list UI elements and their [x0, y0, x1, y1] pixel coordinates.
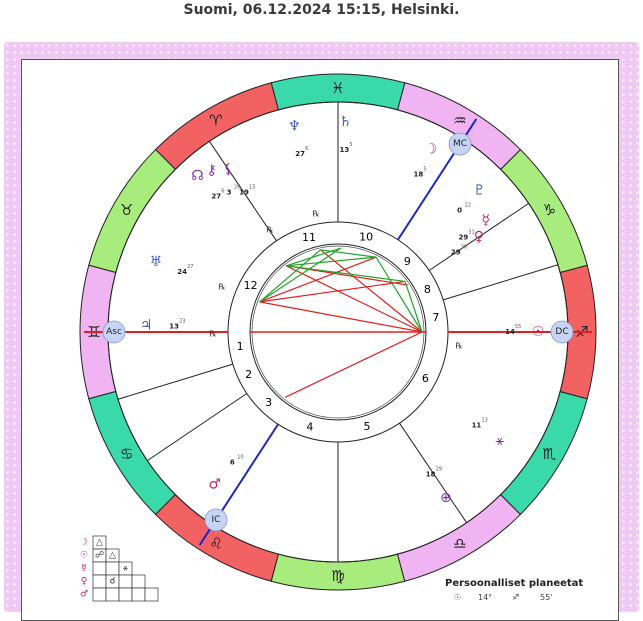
aspect-grid-cell-5-4 [132, 588, 145, 601]
planet-moon-icon: ☽ [424, 141, 438, 158]
planet-neptune-degree: 27 [295, 149, 306, 158]
planet-mars-minutes: 10 [237, 454, 244, 461]
house-number-7: 7 [432, 310, 440, 324]
legend-sun-deg: 14° [478, 593, 493, 602]
retrograde-mark-4: ℞ [266, 225, 274, 235]
house-number-6: 6 [421, 371, 429, 385]
zodiac-glyph-aries: ♈ [209, 111, 223, 130]
angle-ic-label: IC [211, 514, 221, 525]
aspect-grid-cell-4-4 [132, 575, 145, 588]
planet-jupiter-minutes: 23 [179, 318, 186, 325]
planet-part-of-fortune-degree: 18 [425, 470, 436, 479]
zodiac-glyph-libra: ♎ [453, 534, 467, 553]
planet-uranus-degree: 24 [177, 268, 187, 277]
planet-sun-minutes: 55 [515, 324, 522, 330]
planet-jupiter-icon: ♃ [139, 317, 153, 334]
planet-mars-degree: 6 [229, 458, 235, 467]
planet-lilith-minutes: 15 [249, 184, 256, 191]
planet-venus-minutes: 30 [460, 244, 468, 251]
planet-sun-degree: 14 [505, 328, 515, 336]
retrograde-mark-1: ℞ [209, 329, 217, 339]
aspect-grid-mark-3: ⚹ [122, 563, 129, 574]
aspect-grid-row-4-glyph: ♀ [80, 576, 88, 587]
planet-lilith-icon: ⚸ [223, 161, 234, 178]
planet-sun-icon: ☉ [531, 324, 545, 340]
legend-sagittarius-glyph: ♐ [512, 593, 520, 602]
zodiac-glyph-cancer: ♋ [119, 445, 134, 463]
zodiac-glyph-virgo: ♍ [331, 567, 345, 585]
house-number-8: 8 [423, 282, 431, 296]
angle-mc-label: MC [452, 139, 468, 150]
planet-saturn-degree: 13 [339, 146, 350, 155]
zodiac-glyph-aquarius: ♒ [453, 111, 467, 130]
house-cusp-3 [147, 394, 246, 461]
aspect-grid-cell-5-1 [93, 588, 106, 601]
planet-mercury-degree: 29 [458, 233, 469, 242]
planet-saturn-minutes: 5 [349, 142, 353, 149]
planet-jupiter-degree: 13 [169, 322, 179, 331]
planet-north-node-degree: 27 [211, 192, 222, 201]
planet-chiron-icon: ⚷ [206, 162, 217, 179]
aspect-grid-cell-3-2 [106, 562, 119, 575]
planet-moon-minutes: 5 [423, 166, 427, 173]
planet-mercury-minutes: 31 [468, 229, 475, 236]
house-number-12: 12 [243, 279, 258, 293]
aspect-grid-cell-4-1 [93, 575, 106, 588]
house-number-9: 9 [403, 254, 411, 268]
aspect-grid-row-3-glyph: ☿ [81, 563, 87, 574]
house-number-11: 11 [302, 230, 317, 244]
aspect-grid-mark-2: ☍ [94, 550, 105, 561]
legend-sun-glyph: ☉ [454, 593, 462, 602]
retrograde-mark-3: ℞ [312, 209, 320, 219]
zodiac-glyph-taurus: ♉ [119, 201, 134, 219]
zodiac-glyph-gemini: ♊ [87, 323, 101, 341]
aspect-grid-cell-5-3 [119, 588, 132, 601]
planet-north-node-icon: ☊ [191, 167, 204, 184]
planet-mars-icon: ♂ [208, 476, 221, 493]
house-number-4: 4 [306, 420, 314, 434]
planet-pluto-icon: ♇ [473, 182, 486, 199]
planet-venus-degree: 29 [450, 248, 461, 257]
planet-vertex-degree: 11 [471, 421, 482, 430]
aspect-grid-cell-4-3 [119, 575, 132, 588]
house-cusp-8 [443, 265, 558, 300]
aspect-grid-cell-5-5 [145, 588, 158, 601]
angle-asc-label: Asc [106, 327, 122, 337]
legend-sun-min: 55' [540, 593, 553, 602]
house-number-1: 1 [236, 340, 244, 354]
planet-uranus-minutes: 27 [187, 264, 194, 271]
planet-moon-degree: 18 [413, 170, 424, 179]
house-number-5: 5 [363, 420, 371, 434]
planet-mercury-icon: ☿ [481, 212, 491, 229]
planet-uranus-icon: ♅ [149, 254, 163, 271]
planet-chiron-degree: 3 [226, 188, 232, 197]
planet-venus-icon: ♀ [473, 228, 485, 245]
planet-vertex-minutes: 13 [481, 417, 488, 424]
retrograde-mark-5: ℞ [218, 282, 226, 292]
planet-north-node-minutes: 6 [221, 188, 225, 195]
zodiac-glyph-pisces: ♓ [331, 79, 345, 97]
chart-title: Suomi, 06.12.2024 15:15, Helsinki. [183, 2, 460, 18]
planet-pluto-degree: 0 [457, 206, 463, 215]
zodiac-glyph-capricorn: ♑ [542, 201, 557, 219]
planet-pluto-minutes: 22 [464, 202, 471, 209]
house-cusp-2 [118, 364, 233, 399]
planet-chiron-minutes: 26 [234, 184, 241, 191]
aspect-grid-cell-3-1 [93, 562, 106, 575]
planet-neptune-minutes: 6 [305, 145, 309, 152]
planet-saturn-icon: ♄ [339, 114, 352, 131]
aspect-grid-row-5-glyph: ♂ [79, 589, 89, 600]
zodiac-glyph-scorpio: ♏ [542, 445, 557, 463]
legend [445, 578, 583, 602]
legend-title: Persoonalliset planeetat [445, 578, 584, 589]
aspect-grid-mark-1: △ [96, 537, 103, 548]
house-number-10: 10 [359, 230, 374, 244]
planet-part-of-fortune-icon: ⊕ [439, 490, 452, 507]
planet-lilith-degree: 19 [239, 188, 249, 197]
zodiac-glyph-sagittarius: ♐ [575, 323, 589, 341]
house-number-2: 2 [245, 368, 253, 382]
zodiac-glyph-leo: ♌ [209, 534, 223, 553]
planet-part-of-fortune-minutes: 29 [435, 466, 442, 473]
aspect-grid-row-1-glyph: ☽ [79, 537, 89, 548]
house-number-3: 3 [265, 396, 273, 410]
aspect-grid [80, 536, 158, 601]
aspect-grid-cell-5-2 [106, 588, 119, 601]
aspect-grid-mark-4: ☌ [109, 576, 116, 587]
angle-dc-label: DC [555, 327, 569, 337]
aspect-grid-mark-5: △ [109, 550, 116, 561]
retrograde-mark-2: ℞ [455, 341, 463, 351]
aspect-grid-row-2-glyph: ☉ [79, 550, 89, 561]
planet-neptune-icon: ♆ [288, 118, 301, 135]
planet-vertex-icon: ⚹ [495, 433, 504, 450]
